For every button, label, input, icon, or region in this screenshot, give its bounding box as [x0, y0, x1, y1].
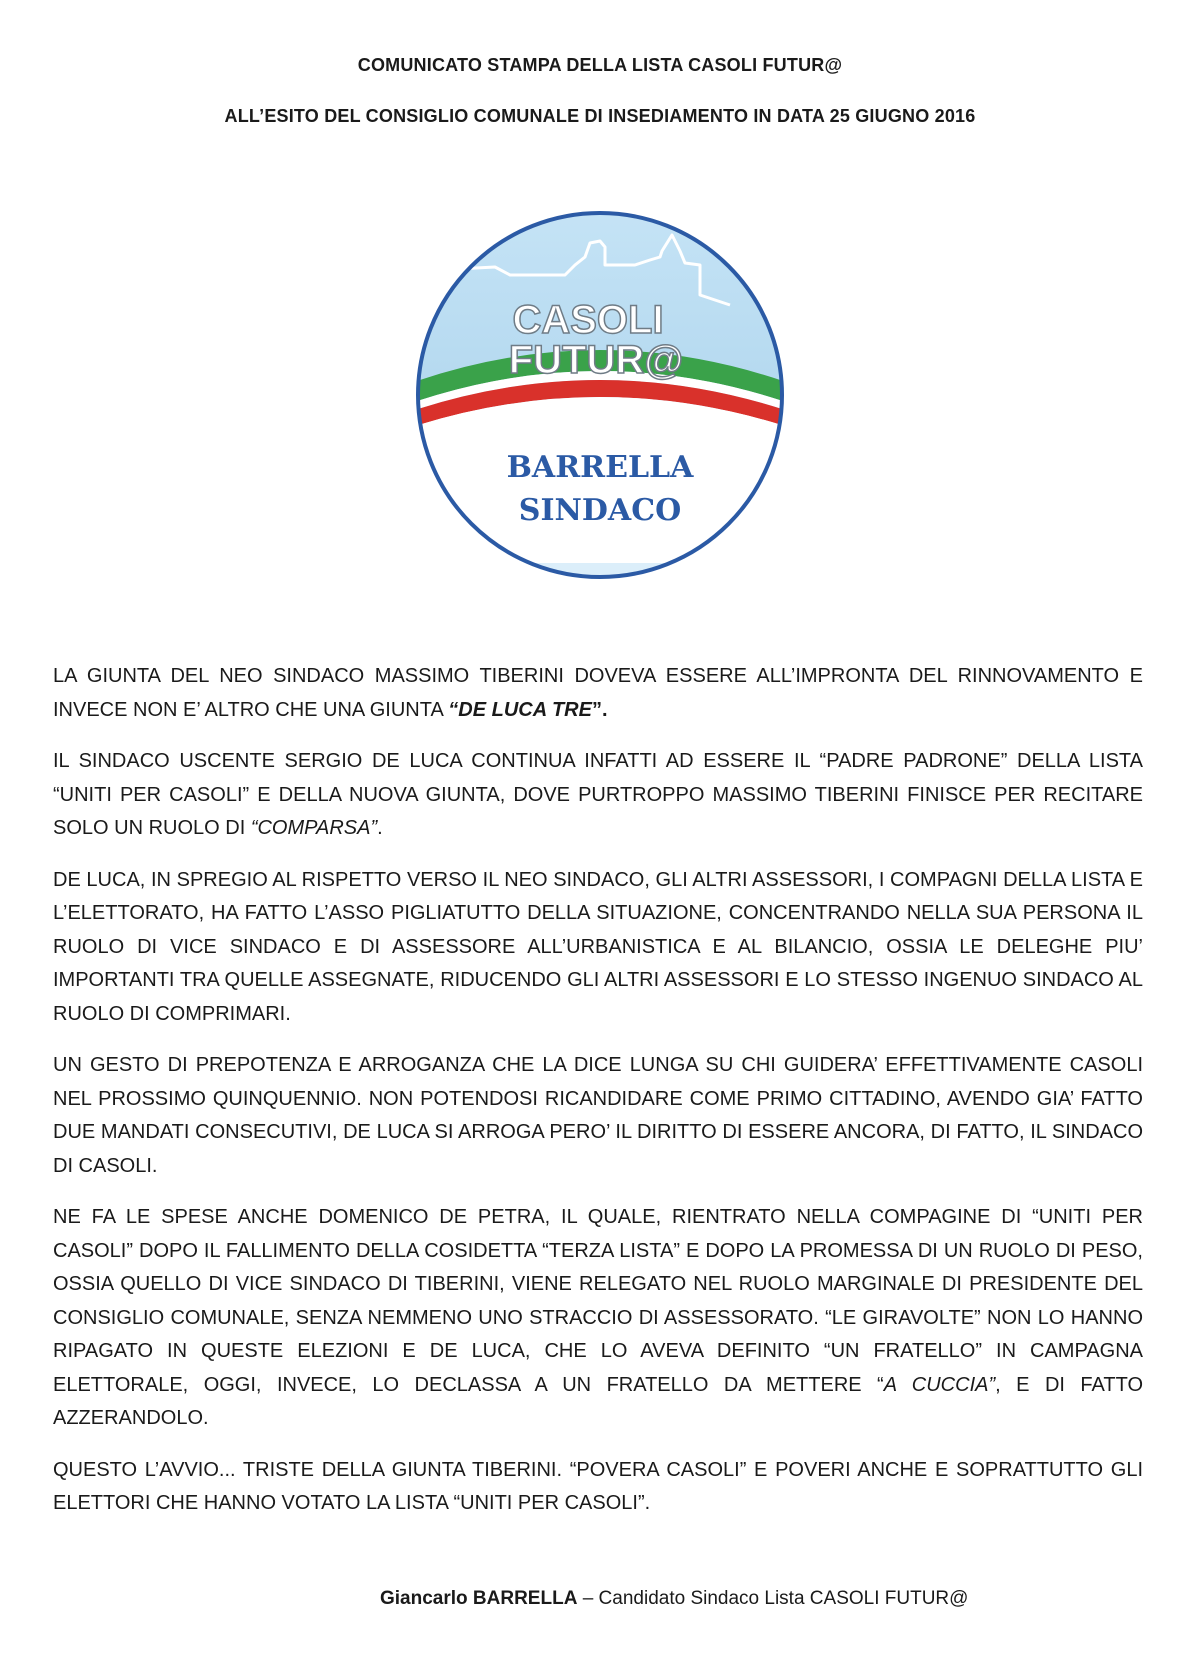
signature — [380, 1588, 968, 1610]
press-release-body — [53, 660, 1143, 1539]
paragraph: LA GIUNTA DEL NEO SINDACO MASSIMO TIBERINI DOVEVA ESSERE ALL’IMPRONTA DEL RINNOVAMENTO E INVECE NON E’ ALTRO CHE UNA GIUNTA “DE LUCA TRE”. — [53, 665, 1143, 721]
paragraph: DE LUCA, IN SPREGIO AL RISPETTO VERSO IL NEO SINDACO, GLI ALTRI ASSESSORI, I COMPAGNI DELLA LISTA E L’ELETTORATO, HA FATTO L’ASSO PIGLIATUTTO DELLA SITUAZIONE, CONCENTRANDO NELLA SUA PERSONA IL RUOLO DI VICE SINDACO E DI ASSESSORE ALL’URBANISTICA E AL BILANCIO, OSSIA LE DELEGHE PIU’ IMPORTANTI TRA QUELLE ASSEGNATE, RIDUCENDO GLI ALTRI ASSESSORI E LO STESSO INGENUO SINDACO AL RUOLO DI COMPRIMARI. — [53, 868, 1143, 1025]
paragraph: NE FA LE SPESE ANCHE DOMENICO DE PETRA, IL QUALE, RIENTRATO NELLA COMPAGINE DI “UNITI PER CASOLI” DOPO IL FALLIMENTO DELLA COSIDETTA “TERZA LISTA” E DOPO LA PROMESSA DI UN RUOLO DI PESO, OSSIA QUELLO DI VICE SINDACO DI TIBERINI, VIENE RELEGATO NEL RUOLO MARGINALE DI PRESIDENTE DEL CONSIGLIO COMUNALE, SENZA NEMMENO UNO STRACCIO DI ASSESSORATO. “LE GIRAVOLTE” NON LO HANNO RIPAGATO IN QUESTE ELEZIONI E DE LUCA, CHE LO AVEVA DEFINITO “UN FRATELLO” IN CAMPAGNA ELETTORALE, OGGI, INVECE, LO DECLASSA A UN FRATELLO DA METTERE “A CUCCIA”, E DI FATTO AZZERANDOLO. — [53, 1206, 1144, 1429]
paragraph: IL SINDACO USCENTE SERGIO DE LUCA CONTINUA INFATTI AD ESSERE IL “PADRE PADRONE” DELLA LISTA “UNITI PER CASOLI” E DELLA NUOVA GIUNTA, DOVE PURTROPPO MASSIMO TIBERINI FINISCE PER RECITARE SOLO UN RUOLO DI “COMPARSA”. — [53, 750, 1143, 839]
signature-role: – Candidato Sindaco Lista CASOLI FUTUR@ — [577, 1588, 969, 1609]
paragraph: QUESTO L’AVVIO... TRISTE DELLA GIUNTA TIBERINI. “POVERA CASOLI” E POVERI ANCHE E SOPRATTUTTO GLI ELETTORI CHE HANNO VOTATO LA LISTA “UNITI PER CASOLI”. — [53, 1458, 1143, 1514]
logo-text-futura: FUTUR@ — [508, 338, 684, 382]
logo-text-casoli: CASOLI — [512, 298, 664, 342]
logo-text-barrella: BARRELLA — [506, 450, 694, 485]
logo-text-sindaco: SINDACO — [518, 493, 682, 528]
signature-name: Giancarlo BARRELLA — [380, 1588, 578, 1609]
document-subtitle: ALL’ESITO DEL CONSIGLIO COMUNALE DI INSEDIAMENTO IN DATA 25 GIUGNO 2016 — [224, 106, 976, 126]
document-title: COMUNICATO STAMPA DELLA LISTA CASOLI FUTUR@ — [357, 55, 843, 75]
paragraph: UN GESTO DI PREPOTENZA E ARROGANZA CHE LA DICE LUNGA SU CHI GUIDERA’ EFFETTIVAMENTE CASOLI NEL PROSSIMO QUINQUENNIO. NON POTENDOSI RICANDIDARE COME PRIMO CITTADINO, AVENDO GIA’ FATTO DUE MANDATI CONSECUTIVI, DE LUCA SI ARROGA PERO’ IL DIRITTO DI ESSERE ANCORA, DI FATTO, IL SINDACO DI CASOLI. — [53, 1054, 1143, 1177]
casoli-futura-logo — [400, 195, 800, 595]
